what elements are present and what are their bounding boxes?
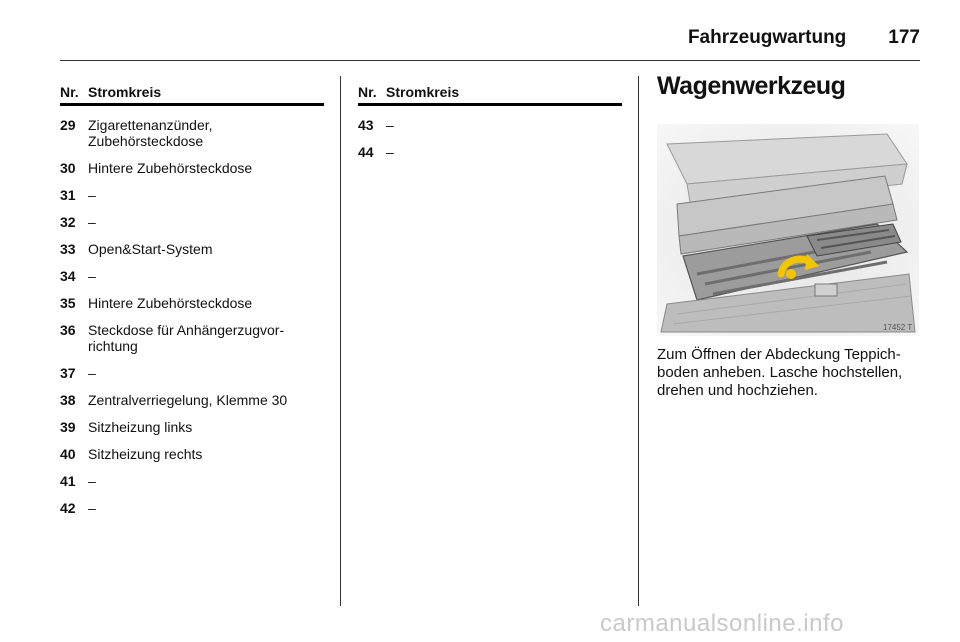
- table-row: [60, 392, 324, 408]
- header-title: Fahrzeugwartung: [687, 27, 847, 48]
- col-circuit-header: Stromkreis: [386, 84, 460, 100]
- table-header: [358, 80, 622, 106]
- fuse-number: 41: [60, 473, 76, 489]
- table-row: [60, 473, 324, 489]
- fuse-number: 35: [60, 295, 76, 311]
- table-row: [60, 214, 324, 230]
- table-row: [60, 241, 324, 257]
- table-row: [60, 268, 324, 284]
- left-fuse-table: [60, 80, 324, 527]
- table-row: [60, 365, 324, 381]
- circuit-description: Hintere Zubehörsteckdose: [88, 295, 253, 311]
- circuit-description: –: [386, 117, 394, 133]
- circuit-description: –: [88, 500, 96, 516]
- table-row: [60, 295, 324, 311]
- table-row: [60, 446, 324, 462]
- page-header: [60, 18, 920, 58]
- fuse-number: 32: [60, 214, 76, 230]
- table-row: [60, 419, 324, 435]
- fuse-number: 43: [358, 117, 374, 133]
- fuse-number: 38: [60, 392, 76, 408]
- table-row: [60, 187, 324, 203]
- table-row: [60, 500, 324, 516]
- circuit-description: Sitzheizung rechts: [88, 446, 203, 462]
- circuit-description: Hintere Zubehörsteckdose: [88, 160, 253, 176]
- circuit-description: Open&Start-System: [88, 241, 213, 257]
- fuse-number: 37: [60, 365, 76, 381]
- table-row: [60, 160, 324, 176]
- column-divider-2: [638, 76, 639, 606]
- table-row: [60, 322, 324, 354]
- trunk-tool-illustration: [657, 124, 919, 336]
- figure-label: 17452 T: [883, 323, 913, 332]
- section-caption: Zum Öffnen der Abdeckung Teppich- boden anheben. Lasche hochstellen, drehen und hochziehen.: [657, 346, 903, 399]
- col-circuit-header: Stromkreis: [88, 84, 162, 100]
- middle-fuse-table: [358, 80, 622, 171]
- section-title: Wagenwerkzeug: [657, 72, 846, 100]
- fuse-number: 31: [60, 187, 76, 203]
- table-row: [60, 117, 324, 149]
- table-header: [60, 80, 324, 106]
- table-row: [358, 144, 622, 160]
- circuit-description: Zentralverriegelung, Klemme 30: [88, 392, 288, 408]
- fuse-number: 40: [60, 446, 76, 462]
- fuse-number: 36: [60, 322, 76, 338]
- circuit-description: Zigarettenanzünder, Zubehörsteckdose: [88, 117, 213, 149]
- fuse-number: 29: [60, 117, 76, 133]
- column-divider-1: [340, 76, 341, 606]
- fuse-number: 30: [60, 160, 76, 176]
- watermark: carmanualsonline.info: [600, 610, 844, 637]
- fuse-number: 44: [358, 144, 374, 160]
- col-nr-header: Nr.: [60, 84, 79, 100]
- fuse-number: 39: [60, 419, 76, 435]
- page-number: 177: [888, 27, 920, 48]
- header-rule: [60, 60, 920, 61]
- circuit-description: –: [88, 187, 96, 203]
- fuse-number: 42: [60, 500, 76, 516]
- circuit-description: –: [386, 144, 394, 160]
- col-nr-header: Nr.: [358, 84, 377, 100]
- fuse-number: 33: [60, 241, 76, 257]
- circuit-description: Steckdose für Anhängerzugvor- richtung: [88, 322, 285, 354]
- circuit-description: –: [88, 365, 96, 381]
- circuit-description: –: [88, 473, 96, 489]
- table-row: [358, 117, 622, 133]
- circuit-description: –: [88, 214, 96, 230]
- circuit-description: Sitzheizung links: [88, 419, 193, 435]
- circuit-description: –: [88, 268, 96, 284]
- fuse-number: 34: [60, 268, 76, 284]
